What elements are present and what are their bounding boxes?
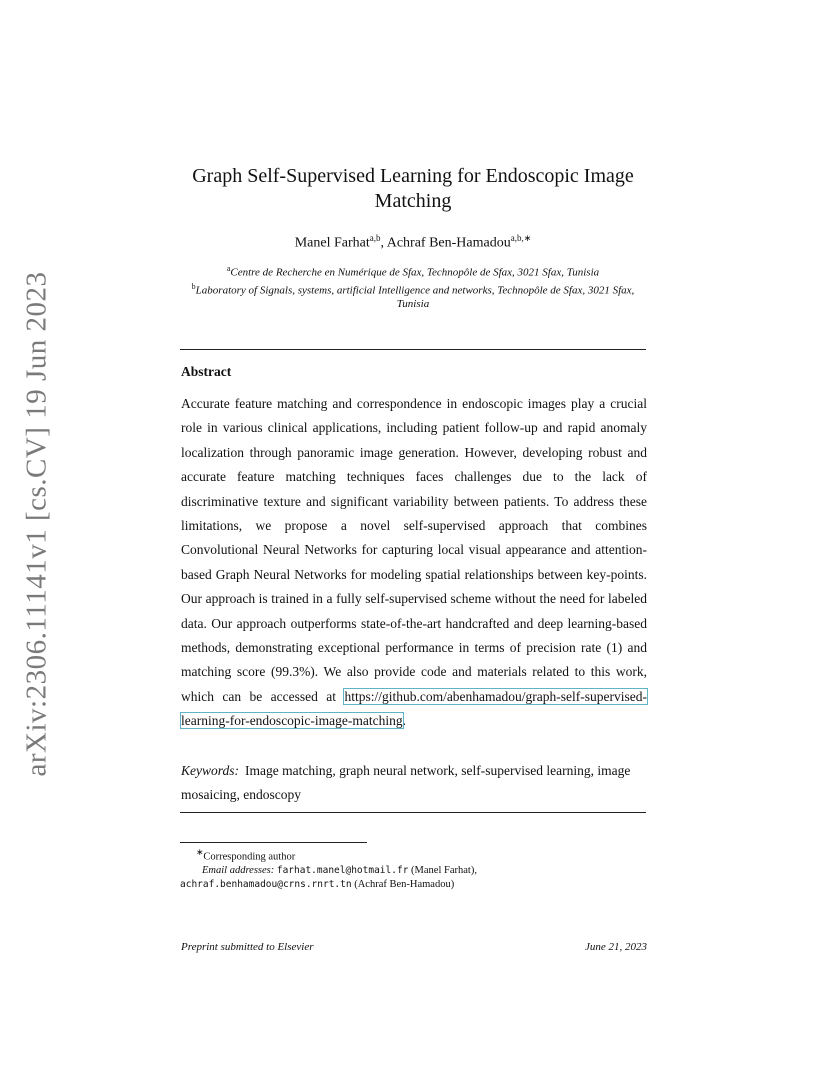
email-line-2: achraf.benhamadou@crns.rnrt.tn (Achraf Ben-Hamadou) bbox=[180, 878, 455, 890]
abstract-heading: Abstract bbox=[181, 364, 232, 379]
github-link[interactable]: https://github.com/abenhamadou/graph-self-supervised-learning-for-endoscopic-image-matching bbox=[181, 688, 647, 729]
abstract-text: Accurate feature matching and correspondence in endoscopic images play a crucial role in various clinical applications, including patient follow-up and rapid anomaly localization through panoramic image generation. However, developing robust and accurate feature matching techniques faces challenges due to the lack of discriminative texture and significant variability between patients. To address these limitations, we propose a novel self-supervised approach that combines Convolutional Neural Networks for capturing local visual appearance and attention-based Graph Neural Networks for modeling spatial relationships between key-points. Our approach is trained in a fully self-supervised scheme without the need for labeled data. Our approach outperforms state-of-the-art handcrafted and deep learning-based methods, demonstrating exceptional performance in terms of precision rate (1) and matching score (99.3%). We also provide code and materials related to this work, which can be accessed at bbox=[181, 396, 647, 704]
affiliations bbox=[180, 262, 646, 311]
footnote bbox=[180, 846, 650, 891]
keywords-text: Image matching, graph neural network, self-supervised learning, image mosaicing, endoscopy bbox=[181, 763, 631, 802]
email-1[interactable]: farhat.manel@hotmail.fr bbox=[276, 865, 409, 876]
footnote-rule bbox=[180, 842, 367, 843]
author-affiliation-mark: a,b,∗ bbox=[510, 233, 532, 243]
author-name: Manel Farhat bbox=[294, 235, 370, 251]
page-footer bbox=[181, 941, 647, 953]
bottom-rule bbox=[180, 812, 646, 813]
top-rule bbox=[180, 349, 646, 350]
author-affiliation-mark: a,b bbox=[369, 233, 381, 243]
paper-title bbox=[180, 164, 646, 214]
email-line: Email addresses: farhat.manel@hotmail.fr (Manel Farhat), bbox=[202, 865, 477, 876]
arxiv-stamp: arXiv:2306.11141v1 [cs.CV] 19 Jun 2023 bbox=[20, 271, 53, 777]
abstract-body: Accurate feature matching and correspondence in endoscopic images play a crucial role in various clinical applications, including patient follow-up and rapid anomaly localization through panoramic image generation. However, developing robust and accurate feature matching techniques faces challenges due to the lack of discriminative texture and significant variability between patients. To address these limitations, we propose a novel self-supervised approach that combines Convolutional Neural Networks for capturing local visual appearance and attention-based Graph Neural Networks for modeling spatial relationships between key-points. Our approach is trained in a fully self-supervised scheme without the need for labeled data. Our approach outperforms state-of-the-art handcrafted and deep learning-based methods, demonstrating exceptional performance in terms of precision rate (1) and matching score (99.3%). We also provide code and materials related to this work, which can be accessed at https://github.com/abenhamadou/graph-self-supervised-learning-for-endoscopic-image-matching. bbox=[181, 396, 647, 729]
footer-preprint: Preprint submitted to Elsevier bbox=[181, 941, 314, 953]
corresponding-note: ∗Corresponding author bbox=[196, 847, 296, 863]
footer-date: June 21, 2023 bbox=[584, 941, 647, 953]
keywords bbox=[181, 759, 647, 807]
email-2[interactable]: achraf.benhamadou@crns.rnrt.tn bbox=[180, 878, 352, 890]
author-list: Manel Farhat$^{a,b}$, Achraf Ben-Hamadou$^{a,b,∗}$ bbox=[294, 233, 532, 251]
affiliation-a: $^a$Centre de Recherche en Numérique de Sfax, Technopôle de Sfax, 3021 Sfax, Tunisia bbox=[226, 264, 600, 279]
author-name: Achraf Ben-Hamadou bbox=[386, 235, 511, 251]
title-line-2: Matching bbox=[374, 190, 452, 212]
keywords-label: Keywords: bbox=[181, 763, 239, 778]
affiliation-b: $^b$Laboratory of Signals, systems, artificial Intelligence and networks, Technopôle de Sfax, 3021 Sfax, Tunisia bbox=[191, 281, 635, 311]
title-line-1: Graph Self-Supervised Learning for Endoscopic Image bbox=[192, 165, 634, 187]
